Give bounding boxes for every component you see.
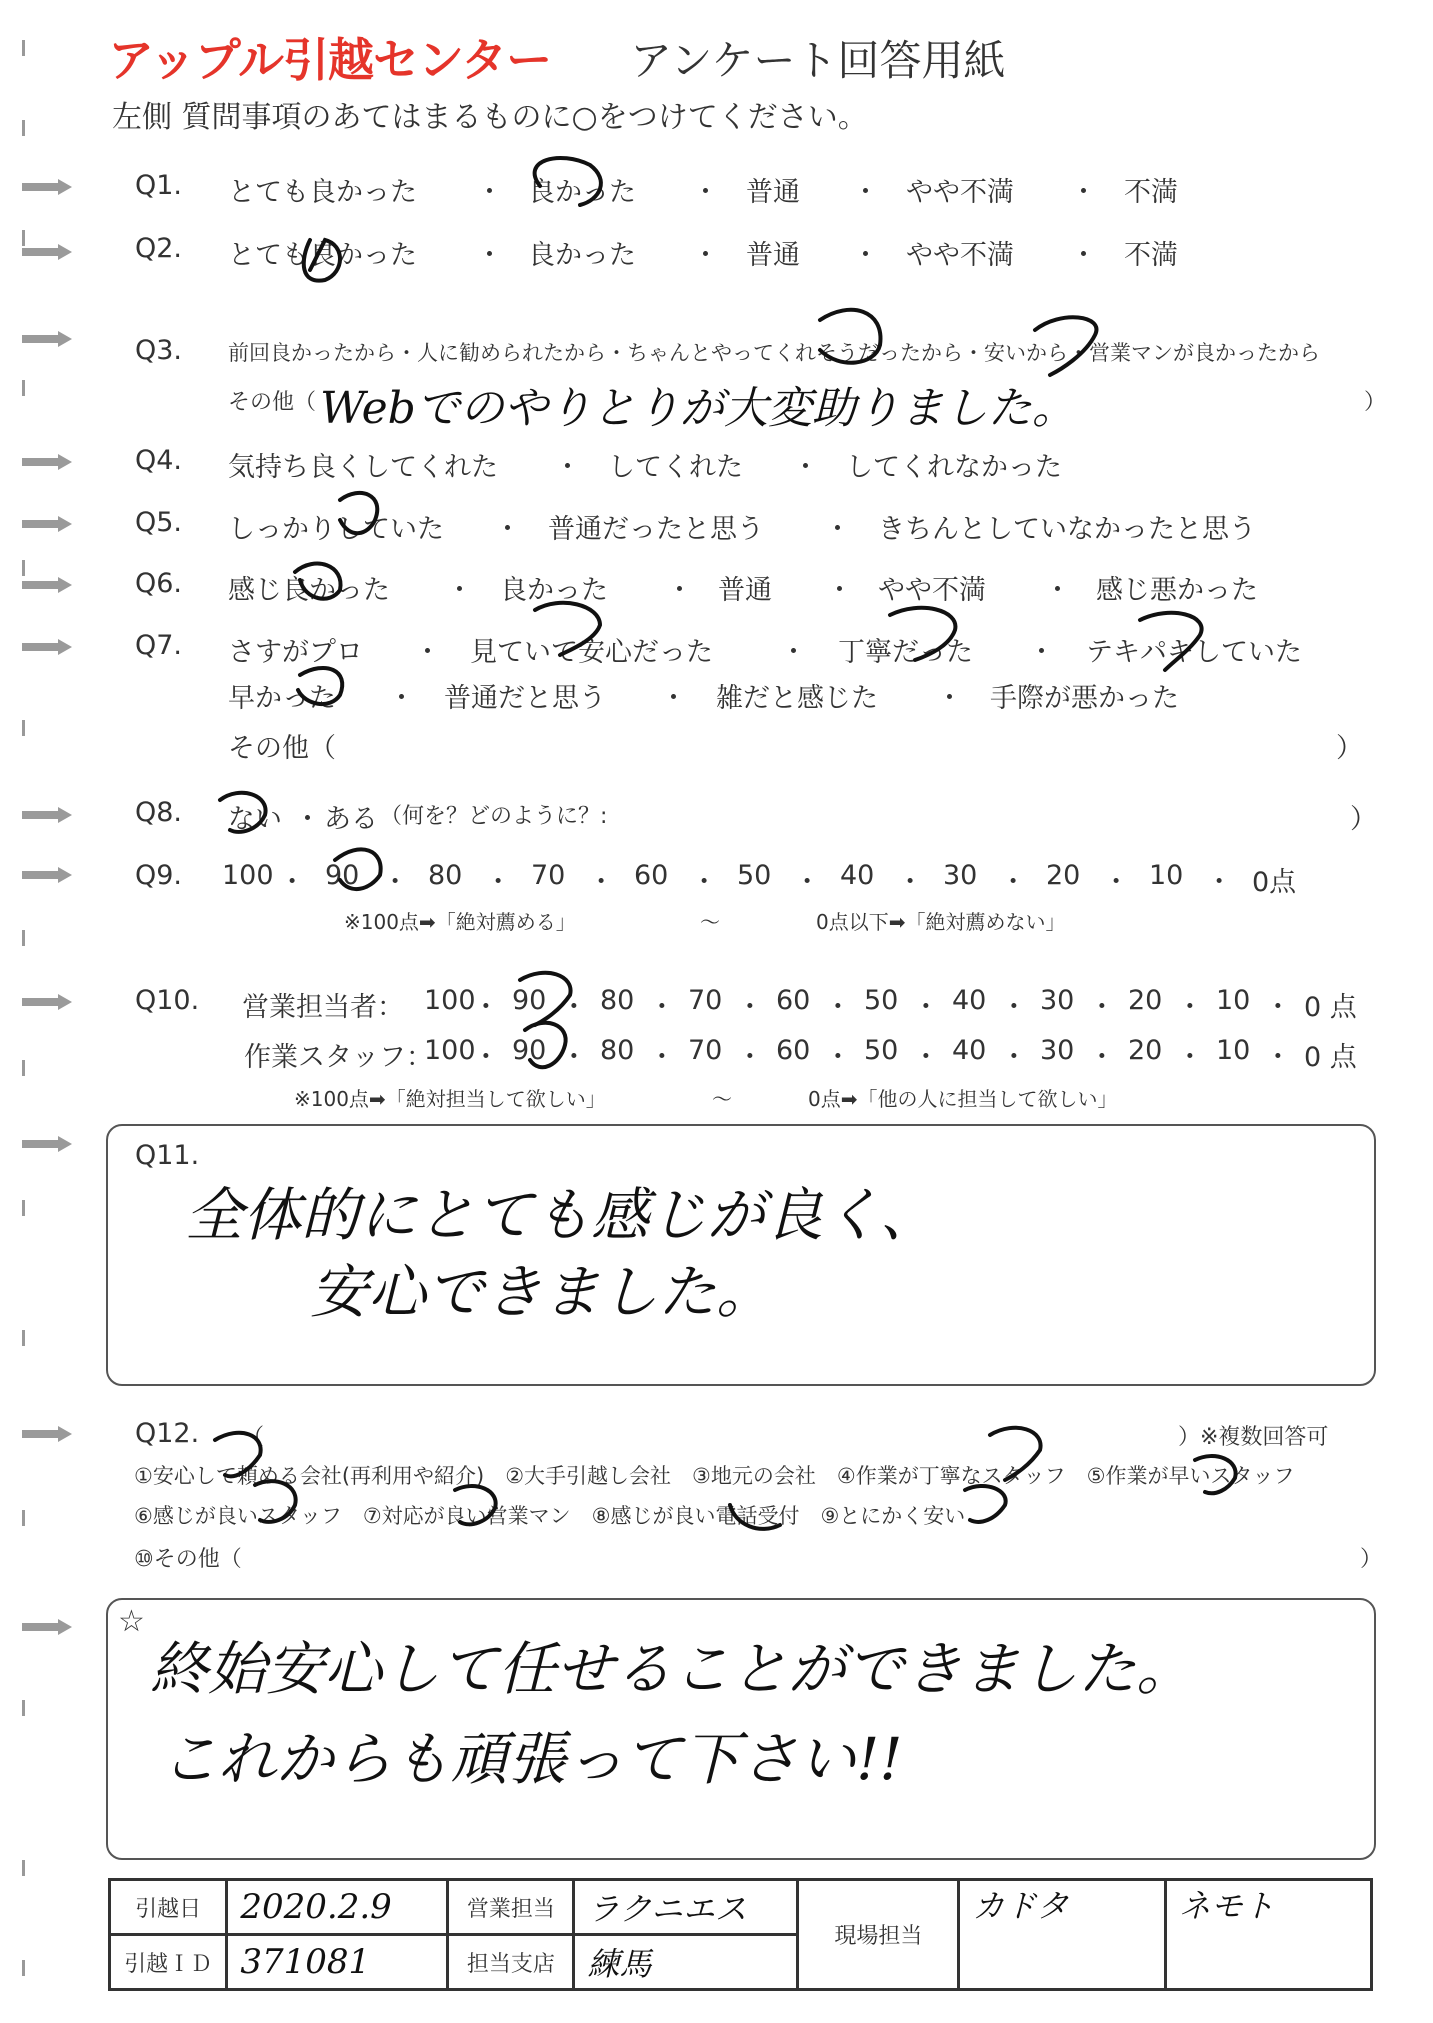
q10-note-right: 0点➡「他の人に担当して欲しい」: [808, 1087, 1118, 1111]
score-option[interactable]: 20: [1128, 985, 1163, 1016]
circle-mark: [335, 849, 381, 889]
q2-option[interactable]: やや不満: [906, 240, 1014, 271]
separator: ・: [852, 240, 879, 271]
separator: ・: [1000, 1042, 1028, 1073]
separator: ・: [660, 683, 687, 714]
circle-mark: [990, 1428, 1041, 1480]
separator: ・: [278, 867, 306, 898]
separator: ・: [1088, 1042, 1116, 1073]
q1-option[interactable]: 良かった: [528, 177, 636, 208]
q12-options-row[interactable]: ⑥感じが良いスタッフ ⑦対応が良い営業マン ⑧感じが良い電話受付 ⑨とにかく安い: [134, 1504, 966, 1528]
separator: ・: [826, 575, 853, 606]
circle-mark: [1140, 613, 1202, 670]
score-option[interactable]: 10: [1216, 985, 1251, 1016]
q6-option[interactable]: 普通: [718, 575, 772, 606]
circle-mark: [340, 493, 377, 533]
separator: ・: [692, 240, 719, 271]
q9-note-left: ※100点➡「絶対薦める」: [344, 910, 576, 934]
separator: ・: [472, 1042, 500, 1073]
score-option[interactable]: 100: [424, 1035, 476, 1066]
score-option[interactable]: 60: [634, 860, 669, 891]
q1-option[interactable]: やや不満: [906, 177, 1014, 208]
q12-other-close: ）: [1360, 1547, 1383, 1572]
q5-option[interactable]: きちんとしていなかったと思う: [878, 514, 1256, 545]
q2-option[interactable]: 普通: [746, 240, 800, 271]
separator: ・: [852, 177, 879, 208]
separator: ・: [587, 867, 615, 898]
score-option[interactable]: 70: [688, 1035, 723, 1066]
separator: ・: [648, 1042, 676, 1073]
sales-label: 営業担当: [448, 1880, 574, 1935]
score-option[interactable]: 10: [1149, 860, 1184, 891]
q10-note-left: ※100点➡「絶対担当して欲しい」: [294, 1087, 606, 1111]
score-option[interactable]: 80: [428, 860, 463, 891]
circle-mark: [535, 603, 600, 655]
q7-option[interactable]: 雑だと感じた: [716, 683, 878, 714]
q11-handwritten-line: 全体的にとても感じが良く、: [185, 1181, 938, 1249]
field-handwritten-2: ネモト: [1178, 1887, 1275, 1925]
score-option[interactable]: 80: [600, 985, 635, 1016]
score-option[interactable]: 50: [864, 985, 899, 1016]
separator: ・: [1088, 992, 1116, 1023]
move-date-handwritten: 2020.2.9: [240, 1887, 392, 1927]
move-id-label: 引越ＩＤ: [110, 1935, 227, 1990]
score-option[interactable]: 40: [840, 860, 875, 891]
separator: ・: [1070, 177, 1097, 208]
separator: ・: [388, 683, 415, 714]
q2-option[interactable]: 不満: [1124, 240, 1178, 271]
separator: ・: [1070, 240, 1097, 271]
score-option[interactable]: 100: [222, 860, 274, 891]
q3-handwritten-answer[interactable]: Webでのやりとりが大変助りました。: [320, 383, 1076, 434]
circle-mark: [295, 564, 341, 599]
q5-option[interactable]: しっかりしていた: [228, 514, 444, 545]
q6-option[interactable]: やや不満: [878, 575, 986, 606]
separator: ・: [554, 452, 581, 483]
score-option[interactable]: 90: [512, 985, 547, 1016]
circle-mark: [1035, 317, 1096, 375]
q10-staff-label: 作業スタッフ：: [244, 1042, 433, 1073]
separator: ・: [912, 992, 940, 1023]
circle-mark: [965, 1486, 1006, 1522]
separator: ・: [484, 867, 512, 898]
q7-option[interactable]: 見ていて安心だった: [470, 637, 713, 668]
circle-mark: [890, 608, 955, 660]
comment-handwritten-line: 終始安心して任せることができました。: [150, 1635, 1195, 1703]
circle-mark: [525, 1023, 566, 1067]
separator: ・: [1205, 867, 1233, 898]
score-option[interactable]: 80: [600, 1035, 635, 1066]
score-option[interactable]: 20: [1128, 1035, 1163, 1066]
comment-handwritten-line: これからも頑張って下さい!!: [160, 1725, 903, 1793]
score-option[interactable]: 40: [952, 1035, 987, 1066]
q5-option[interactable]: 普通だったと思う: [548, 514, 764, 545]
separator: ・: [476, 240, 503, 271]
score-option[interactable]: 30: [943, 860, 978, 891]
form-subtitle: アンケート回答用紙: [630, 36, 1006, 85]
separator: ・: [560, 992, 588, 1023]
separator: ・: [793, 867, 821, 898]
q8-option-some[interactable]: ある: [324, 804, 378, 835]
separator: ・: [472, 992, 500, 1023]
separator: ・: [692, 177, 719, 208]
q6-option[interactable]: 良かった: [500, 575, 608, 606]
separator: ・: [780, 637, 807, 668]
score-option[interactable]: 60: [776, 985, 811, 1016]
separator: ・: [414, 637, 441, 668]
q10-sales-label: 営業担当者：: [242, 992, 404, 1023]
q1-option[interactable]: とても良かった: [228, 177, 417, 208]
q7-option[interactable]: 普通だと思う: [444, 683, 606, 714]
q9-label: Q9.: [135, 860, 183, 891]
separator: ・: [381, 867, 409, 898]
score-option[interactable]: 100: [424, 985, 476, 1016]
q9-note-right: 0点以下➡「絶対薦めない」: [816, 910, 1066, 934]
q8-option-none[interactable]: ない: [228, 804, 282, 835]
separator: ・: [1044, 575, 1071, 606]
circle-mark: [820, 310, 880, 363]
q10-tilde: 〜: [712, 1087, 732, 1111]
q5-label: Q5.: [135, 507, 183, 538]
q4-option[interactable]: 気持ち良くしてくれた: [228, 452, 498, 483]
field-label: 現場担当: [798, 1880, 959, 1990]
separator: ・: [912, 1042, 940, 1073]
circle-mark: [455, 1486, 496, 1524]
q8-label: Q8.: [135, 797, 183, 828]
q11-handwritten-line: 安心できました。: [310, 1258, 775, 1326]
separator: ・: [446, 575, 473, 606]
separator: ・: [896, 867, 924, 898]
separator: ・: [824, 992, 852, 1023]
circle-mark: [220, 793, 266, 832]
circle-mark: [520, 973, 571, 1025]
branch-handwritten: 練馬: [587, 1945, 652, 1983]
score-option[interactable]: 60: [776, 1035, 811, 1066]
separator: ・: [494, 514, 521, 545]
separator: ・: [666, 575, 693, 606]
q2-option[interactable]: とても良かった: [228, 240, 417, 271]
q7-other-close: ）: [1336, 733, 1363, 764]
q10-label: Q10.: [135, 985, 200, 1016]
q1-option[interactable]: 普通: [746, 177, 800, 208]
instruction: 左側 質問事項のあてはまるものに○をつけてください。: [112, 100, 868, 135]
separator: ・: [824, 514, 851, 545]
q1-label: Q1.: [135, 170, 183, 201]
score-option[interactable]: 50: [864, 1035, 899, 1066]
separator: ・: [648, 992, 676, 1023]
q1-option[interactable]: 不満: [1124, 177, 1178, 208]
separator: ・: [736, 1042, 764, 1073]
score-option[interactable]: 40: [952, 985, 987, 1016]
q3-other-label: その他（: [228, 390, 317, 415]
separator: ・: [1176, 992, 1204, 1023]
star-icon: ☆: [118, 1604, 145, 1639]
q3-options[interactable]: 前回良かったから・人に勧められたから・ちゃんとやってくれそうだったから・安いから・営業マンが良かったから: [228, 341, 1320, 365]
score-option[interactable]: 20: [1046, 860, 1081, 891]
separator: ・: [690, 867, 718, 898]
q4-label: Q4.: [135, 445, 183, 476]
q12-options-row[interactable]: ①安心して頼める会社(再利用や紹介) ②大手引越し会社 ③地元の会社 ④作業が丁寧なスタッフ ⑤作業が早いスタッフ: [134, 1464, 1295, 1488]
q8-close: ）: [1350, 804, 1377, 835]
q7-option[interactable]: 手際が悪かった: [990, 683, 1179, 714]
q12-other-label: ⑩その他（: [134, 1547, 242, 1572]
move-date-label: 引越日: [110, 1880, 227, 1935]
branch-label: 担当支店: [448, 1935, 574, 1990]
q12-multi-note: ）※複数回答可: [1178, 1425, 1329, 1450]
separator: ・: [476, 177, 503, 208]
separator: ・: [1264, 1042, 1292, 1073]
separator: ・: [999, 867, 1027, 898]
q3-other-close: ）: [1364, 390, 1387, 415]
score-option[interactable]: 30: [1040, 1035, 1075, 1066]
q6-label: Q6.: [135, 568, 183, 599]
circle-mark: [255, 1481, 296, 1522]
q7-option[interactable]: 早かった: [228, 683, 336, 714]
score-option[interactable]: 30: [1040, 985, 1075, 1016]
q7-option[interactable]: 丁寧だった: [838, 637, 973, 668]
q2-label: Q2.: [135, 233, 183, 264]
separator: ・: [736, 992, 764, 1023]
q12-label: Q12.: [135, 1418, 200, 1449]
score-option[interactable]: 0 点: [1304, 992, 1357, 1023]
q7-label: Q7.: [135, 630, 183, 661]
separator: ・: [560, 1042, 588, 1073]
q4-option[interactable]: してくれた: [608, 452, 743, 483]
q2-option[interactable]: 良かった: [528, 240, 636, 271]
separator: ・: [936, 683, 963, 714]
score-option[interactable]: 70: [688, 985, 723, 1016]
q6-option[interactable]: 感じ悪かった: [1096, 575, 1258, 606]
score-option[interactable]: 90: [512, 1035, 547, 1066]
q3-label: Q3.: [135, 335, 183, 366]
separator: ・: [294, 804, 321, 835]
q7-other-label: その他（: [228, 733, 336, 764]
q9-tilde: 〜: [700, 910, 720, 934]
circle-mark: [730, 1505, 780, 1529]
circle-mark: [1195, 1456, 1236, 1493]
score-option[interactable]: 0 点: [1304, 1042, 1357, 1073]
brand-title: アップル引越センター: [108, 33, 552, 87]
q11-label: Q11.: [135, 1140, 200, 1171]
score-option[interactable]: 50: [737, 860, 772, 891]
q7-option[interactable]: テキパキしていた: [1086, 637, 1302, 668]
circle-mark: [535, 158, 601, 205]
score-option[interactable]: 0点: [1252, 867, 1297, 898]
q7-option[interactable]: さすがプロ: [228, 637, 363, 668]
q8-hint: （何を？どのように？:: [380, 804, 608, 829]
q4-option[interactable]: してくれなかった: [846, 452, 1062, 483]
q12-open: （: [242, 1425, 265, 1450]
circle-mark: [304, 240, 340, 281]
separator: ・: [1000, 992, 1028, 1023]
separator: ・: [792, 452, 819, 483]
circle-mark: [298, 668, 342, 704]
field-handwritten-1: カドタ: [972, 1887, 1069, 1925]
separator: ・: [1102, 867, 1130, 898]
circle-mark: [215, 1433, 261, 1477]
q6-option[interactable]: 感じ良かった: [228, 575, 390, 606]
move-id-handwritten: 371081: [240, 1942, 371, 1982]
separator: ・: [1028, 637, 1055, 668]
separator: ・: [1264, 992, 1292, 1023]
separator: ・: [824, 1042, 852, 1073]
score-option[interactable]: 10: [1216, 1035, 1251, 1066]
separator: ・: [1176, 1042, 1204, 1073]
sales-handwritten: ラクニエス: [587, 1890, 747, 1928]
score-option[interactable]: 70: [531, 860, 566, 891]
score-option[interactable]: 90: [325, 860, 360, 891]
